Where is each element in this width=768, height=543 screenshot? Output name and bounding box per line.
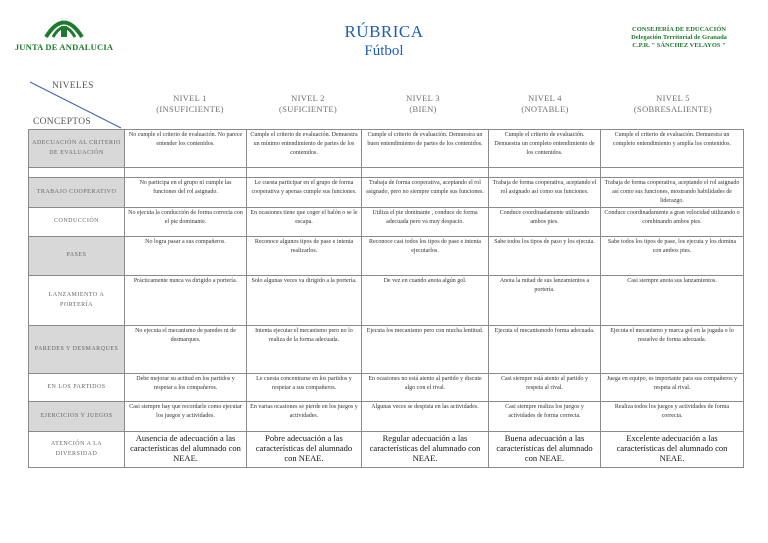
conceptos-label: CONCEPTOS [33, 117, 91, 127]
criterion-cell: Sabe todos los tipos de pase, los ejecuta y los domina con ambos pies. [601, 237, 744, 276]
criterion-cell: Algunas veces se despista en las actividades. [362, 402, 489, 432]
table-row [29, 168, 744, 178]
criterion-cell: No cumple el criterio de evaluación. No parece entender los contenidos. [125, 130, 247, 168]
table-row [29, 402, 744, 432]
table-row [29, 374, 744, 402]
criterion-cell: Reconoce casi todos los tipos de pase e intenta ejecutarlos. [362, 237, 489, 276]
concept-cell: ADECUACIÓN AL CRITERIO DE EVALUACIÓN [29, 130, 125, 168]
level-desc: (BIEN) [409, 104, 437, 115]
level-name: NIVEL 1 [173, 93, 207, 103]
criterion-cell: Casi siempre anota sus lanzamientos. [601, 276, 744, 326]
level-name: NIVEL 4 [528, 93, 562, 103]
level-desc: (SUFICIENTE) [279, 104, 337, 115]
centro-text: C.P.R. " SÁNCHEZ VELAYOS " [632, 42, 726, 50]
criterion-cell: Solo algunas veces va dirigido a la portería. [247, 276, 362, 326]
page-subtitle: Fútbol [364, 43, 404, 59]
criterion-cell: Cumple el criterio de evaluación. Demuestra un mínimo entendimiento de partes de los contenidos. [247, 130, 362, 168]
concept-cell: EJERCICIOS Y JUEGOS [29, 402, 125, 432]
criterion-cell: Ejecuta el mecanismodo forma adecuada. [489, 326, 601, 374]
level-header-3 [362, 93, 484, 116]
table-row [29, 130, 744, 168]
criterion-cell: Casi siempre realiza los juegos y actividades de forma correcta. [489, 402, 601, 432]
criterion-cell [247, 168, 362, 178]
level-header-4 [484, 93, 606, 116]
junta-logo [14, 10, 114, 52]
criterion-cell: Casi siempre hay que recordarle como ejecutar los juegos y actividades. [125, 402, 247, 432]
criterion-cell [489, 168, 601, 178]
level-desc: (INSUFICIENTE) [156, 104, 224, 115]
criterion-cell: Debe mejorar su actitud en los partidos y respetar a los compañeros. [125, 374, 247, 402]
criterion-cell: Conduce coordinadamente a gran velocidad utilizando o combinando ambos pies. [601, 208, 744, 237]
criterion-cell: Ejecuta el mecanismo y marca gol en la jugada o lo resuelve de forma adecuada. [601, 326, 744, 374]
criterion-cell: Prácticamente nunca va dirigido a portería. [125, 276, 247, 326]
criterion-cell: Utiliza el pie dominante , conduce de forma adecuada pero va muy despacio. [362, 208, 489, 237]
concept-cell [29, 168, 125, 178]
concept-cell: CONDUCCIÓN [29, 208, 125, 237]
table-row [29, 432, 744, 468]
criterion-cell [125, 168, 247, 178]
level-header-1 [129, 93, 251, 116]
table-row [29, 237, 744, 276]
criterion-cell: Trabaja de forma cooperativa, aceptando el rol asignado así como sus funciones, mostrando habilidades de liderazgo. [601, 178, 744, 208]
criterion-cell: En ocasiones no está atento al partido y discute algo con el rival. [362, 374, 489, 402]
niveles-label: NIVELES [52, 81, 94, 91]
criterion-cell: Trabaja de forma cooperativa, aceptando el rol asignado, pero no siempre cumple sus funciones. [362, 178, 489, 208]
org-name: JUNTA DE ANDALUCIA [14, 42, 114, 52]
page-title: RÚBRICA [344, 22, 424, 41]
concept-cell: EN LOS PARTIDOS [29, 374, 125, 402]
table-row [29, 208, 744, 237]
criterion-cell: En varias ocasiones se pierde en los juegos y actividades. [247, 402, 362, 432]
level-header-5 [612, 93, 734, 116]
criterion-cell [362, 168, 489, 178]
criterion-cell: Juega en equipo, es importante para sus compañeros y respeta al rival. [601, 374, 744, 402]
document-title [300, 22, 468, 60]
criterion-cell: No participa en el grupo ni cumple las funciones del rol asignado. [125, 178, 247, 208]
criterion-cell: Pobre adecuación a las características del alumnado con NEAE. [247, 432, 362, 468]
criterion-cell: Ejecuta los mecanismo pero con mucha lentitud. [362, 326, 489, 374]
criterion-cell: De vez en cuando anota algún gol. [362, 276, 489, 326]
level-desc: (SOBRESALIENTE) [633, 104, 713, 115]
criterion-cell: Cumple el criterio de evaluación. Demuestra un buen entendimiento de partes de los contenidos. [362, 130, 489, 168]
delegacion-text: Delegación Territorial de Granada [631, 34, 727, 42]
criterion-cell: No logra pasar a sus compañeros. [125, 237, 247, 276]
criterion-cell: Cumple el criterio de evaluación. Demuestra un completo entendimiento de los contenidos. [489, 130, 601, 168]
criterion-cell: Ausencia de adecuación a las características del alumnado con NEAE. [125, 432, 247, 468]
criterion-cell: Buena adecuación a las características del alumnado con NEAE. [489, 432, 601, 468]
level-header-2 [247, 93, 369, 116]
level-desc: (NOTABLE) [521, 104, 569, 115]
concept-cell: ATENCIÓN A LA DIVERSIDAD [29, 432, 125, 468]
criterion-cell: Conduce coordinadamente utilizando ambos pies. [489, 208, 601, 237]
criterion-cell: Sabe todos los tipos de paso y los ejecuta. [489, 237, 601, 276]
criterion-cell [601, 168, 744, 178]
criterion-cell: No ejecuta el mecanismo de paredes ni de desmarques. [125, 326, 247, 374]
level-name: NIVEL 3 [406, 93, 440, 103]
criterion-cell: Le cuesta concentrarse en los partidos y respetar a sus compañeros. [247, 374, 362, 402]
concept-cell: LANZAMIENTO A PORTERÍA [29, 276, 125, 326]
level-name: NIVEL 5 [656, 93, 690, 103]
level-name: NIVEL 2 [291, 93, 325, 103]
table-row [29, 276, 744, 326]
criterion-cell: No ejecuta la conducción de forma correcta con el pie dominante. [125, 208, 247, 237]
criterion-cell: En ocasiones tiene que coger el balón o se le escapa. [247, 208, 362, 237]
concept-cell: PAREDES Y DESMARQUES [29, 326, 125, 374]
criterion-cell: Reconoce algunos tipos de pase e intenta realizarlos. [247, 237, 362, 276]
criterion-cell: Anota la mitad de sus lanzamientos a portería. [489, 276, 601, 326]
consejeria-text: CONSEJERÍA DE EDUCACIÓN [632, 26, 726, 33]
criterion-cell: Casi siempre está atento al partido y respeta al rival. [489, 374, 601, 402]
criterion-cell: Regular adecuación a las características del alumnado con NEAE. [362, 432, 489, 468]
criterion-cell: Le cuesta participar en el grupo de forma cooperativa y apenas cumple sus funciones. [247, 178, 362, 208]
criterion-cell: Trabaja de forma cooperativa, aceptando el rol asignado así como sus funciones. [489, 178, 601, 208]
rubric-table [28, 129, 744, 468]
criterion-cell: Realiza todos los juegos y actividades de forma correcta. [601, 402, 744, 432]
table-row [29, 326, 744, 374]
criterion-cell: Intenta ejecutar el mecanismo pero no lo realiza de la forma adecuada. [247, 326, 362, 374]
criterion-cell: Excelente adecuación a las características del alumnado con NEAE. [601, 432, 744, 468]
concept-cell: PASES [29, 237, 125, 276]
junta-emblem-icon [40, 10, 88, 40]
table-row [29, 178, 744, 208]
concept-cell: TRABAJO COOPERATIVO [29, 178, 125, 208]
criterion-cell: Cumple el criterio de evaluación. Demuestra un completo entendimiento y amplía los contenidos. [601, 130, 744, 168]
institution-info [604, 26, 754, 50]
